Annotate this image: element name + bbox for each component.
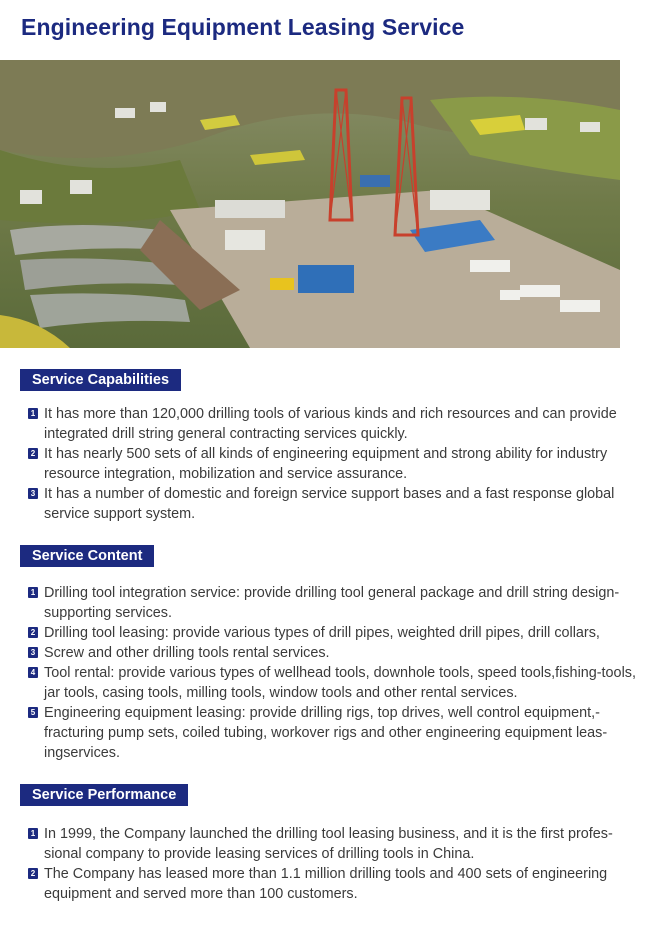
number-badge: 3 [28, 488, 38, 499]
list-item-text: It has a number of domestic and foreign service support bases and a fast response global service support system. [44, 486, 615, 522]
list-item [28, 663, 640, 703]
drilling-rig-aerial-photo-icon [0, 60, 620, 348]
list-item-text: In 1999, the Company launched the drilling tool leasing business, and it is the first profes-sional company to provide leasing services of drilling tools in China. [44, 826, 613, 862]
section-header-performance: Service Performance [20, 784, 188, 806]
list-item-text: Tool rental: provide various types of wellhead tools, downhole tools, speed tools,fishing-tools, jar tools, casing tools, milling tools, window tools and other rental services. [44, 665, 636, 701]
number-badge: 2 [28, 627, 38, 638]
list-item [28, 623, 640, 643]
number-badge: 1 [28, 408, 38, 419]
list-item-text: It has more than 120,000 drilling tools of various kinds and rich resources and can provide integrated drill string general contracting services quickly. [44, 406, 617, 442]
number-badge: 2 [28, 448, 38, 459]
number-badge: 5 [28, 707, 38, 718]
list-item [28, 703, 640, 763]
content-list [28, 583, 640, 763]
list-item-text: Drilling tool leasing: provide various types of drill pipes, weighted drill pipes, drill collars, [44, 625, 600, 641]
list-item [28, 643, 640, 663]
section-header-capabilities: Service Capabilities [20, 369, 181, 391]
number-badge: 1 [28, 587, 38, 598]
list-item-text: It has nearly 500 sets of all kinds of engineering equipment and strong ability for industry resource integration, mobilization and service assurance. [44, 446, 608, 482]
section-header-content: Service Content [20, 545, 154, 567]
list-item-text: Drilling tool integration service: provide drilling tool general package and drill string design-supporting services. [44, 585, 620, 621]
list-item-text: Engineering equipment leasing: provide drilling rigs, top drives, well control equipment,-fracturing pump sets, coiled tubing, workover rigs and other engineering equipment leas-ingservices. [44, 705, 608, 761]
list-item [28, 583, 640, 623]
capabilities-list [28, 404, 640, 524]
list-item [28, 824, 640, 864]
page-title: Engineering Equipment Leasing Service [21, 14, 465, 40]
hero-image [0, 60, 620, 348]
number-badge: 2 [28, 868, 38, 879]
number-badge: 4 [28, 667, 38, 678]
list-item-text: Screw and other drilling tools rental services. [44, 645, 330, 661]
list-item [28, 404, 640, 444]
list-item-text: The Company has leased more than 1.1 million drilling tools and 400 sets of engineering equipment and served more than 100 customers. [44, 866, 608, 902]
list-item [28, 444, 640, 484]
performance-list [28, 824, 640, 904]
number-badge: 3 [28, 647, 38, 658]
list-item [28, 864, 640, 904]
list-item [28, 484, 640, 524]
number-badge: 1 [28, 828, 38, 839]
